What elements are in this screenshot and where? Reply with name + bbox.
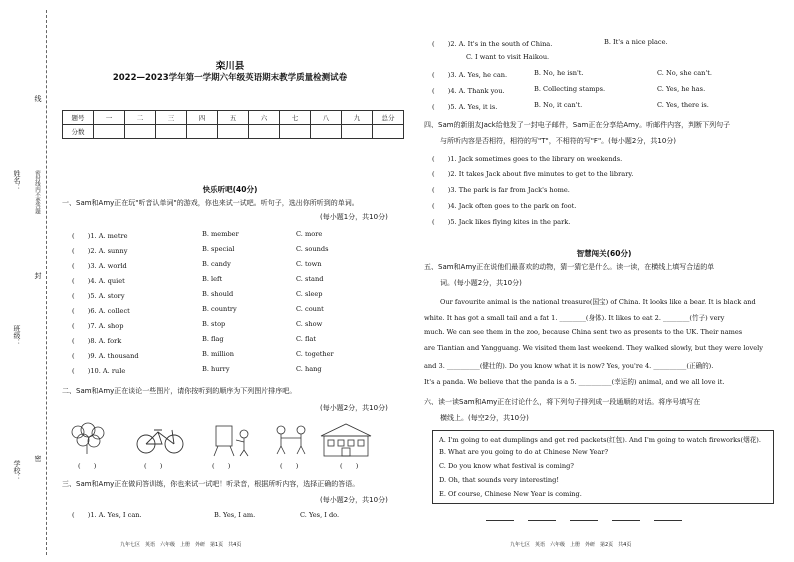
q5-line: white. It has got a small tail and a fat 1. ________(身体). It likes to eat 2. ________(竹子) very [424, 314, 725, 322]
q5-line: It's a panda. We believe that the panda is a 5. __________(幸运的) animal, and we all love it. [424, 378, 725, 386]
q1-item: ( )3. A. world [72, 262, 127, 270]
q3-option: C. I want to visit Haikou. [466, 53, 550, 61]
q5-line: much. We can see them in the zoo, because China sent two as presents to the UK. Their names [424, 328, 743, 336]
q6-sentence: A. I'm going to eat dumplings and get red packets(红包). And I'm going to watch fireworks(烟花). [439, 436, 761, 444]
q1-item: ( )4. A. quiet [72, 277, 125, 285]
q1-option: B. country [202, 305, 237, 313]
score-input[interactable] [280, 125, 311, 139]
q3-option: B. Collecting stamps. [534, 85, 606, 93]
q1-option: C. count [296, 305, 324, 313]
q4-item: ( )4. Jack often goes to the park on foot. [432, 202, 577, 210]
q1-option: B. candy [202, 260, 231, 268]
q2-blank[interactable]: ( ) [144, 462, 163, 470]
q2-blank[interactable]: ( ) [340, 462, 359, 470]
q2-pictures [66, 418, 376, 460]
q1-instruction: 一、Sam和Amy正在玩"听音认单词"的游戏，你也来试一试吧。听句子，选出你所听到的单词。 [62, 199, 359, 207]
q1-item: ( )6. A. collect [72, 307, 130, 315]
score-input[interactable] [373, 125, 404, 139]
q5-line: are Tiantian and Yangguang. We visited them last weekend. They walked slowly, but they were lovely [424, 344, 763, 352]
q6-sentence: C. Do you know what festival is coming? [439, 462, 574, 470]
q1-option: C. together [296, 350, 334, 358]
art-easel-picture-icon [214, 426, 248, 456]
q6-answer-blank[interactable] [528, 520, 556, 521]
q1-item: ( )10. A. rule [72, 367, 126, 375]
q4-instruction-2: 与所听内容是否相符，相符的写"T"，不相符的写"F"。(每小题2分，共10分) [440, 137, 677, 145]
q3-item: ( )4. A. Thank you. [432, 87, 505, 95]
q6-instruction-1: 六、读一读Sam和Amy正在讨论什么，将下列句子排列成一段通顺的对话。将序号填写在 [424, 398, 701, 406]
q3-option: B. No, he isn't. [534, 69, 584, 77]
score-input[interactable] [125, 125, 156, 139]
q6-sentence: D. Oh, that sounds very interesting! [439, 476, 560, 484]
score-cell: 五 [218, 111, 249, 125]
footer-left: 九年七区 英语 六年级 上册 外研 第1页 共4页 [120, 542, 242, 548]
q1-option: B. left [202, 275, 223, 283]
q1-item: ( )5. A. story [72, 292, 125, 300]
q1-option: B. special [202, 245, 235, 253]
q6-answer-blank[interactable] [486, 520, 514, 521]
margin-seal-text: 密封线内不要答题 [34, 170, 40, 214]
q4-item: ( )3. The park is far from Jack's home. [432, 186, 570, 194]
q5-instruction-1: 五、Sam和Amy正在说他们最喜欢的动物，猜一猜它是什么。读一读，在横线上填写合适的单 [424, 263, 715, 271]
q3-option: B. No, it can't. [534, 101, 583, 109]
q6-sentence: B. What are you going to do at Chinese New Year? [439, 448, 609, 456]
q1-option: B. flag [202, 335, 224, 343]
q3-option: B. Yes, I am. [214, 511, 256, 519]
score-input[interactable] [94, 125, 125, 139]
q5-line: Our favourite animal is the national treasure(国宝) of China. It looks like a bear. It is black and [440, 298, 756, 306]
q6-answer-blank[interactable] [612, 520, 640, 521]
q1-option: C. stand [296, 275, 324, 283]
q2-blank[interactable]: ( ) [280, 462, 299, 470]
q1-option: B. member [202, 230, 239, 238]
q3-option: C. Yes, I do. [300, 511, 340, 519]
score-input[interactable] [311, 125, 342, 139]
q4-instruction-1: 四、Sam的新朋友Jack给他发了一封电子邮件，Sam正在分享给Amy。听邮件内容，判断下列句子 [424, 121, 731, 129]
q1-option: C. sounds [296, 245, 329, 253]
q2-instruction: 二、Sam和Amy正在谈论一些图片，请你按听到的顺序为下列图片排序吧。 [62, 387, 297, 395]
county-title: 栾川县 [215, 61, 245, 72]
score-input[interactable] [218, 125, 249, 139]
q4-item: ( )5. Jack likes flying kites in the park. [432, 218, 571, 226]
q1-option: C. hang [296, 365, 322, 373]
q1-option: C. flat [296, 335, 316, 343]
margin-feng: 封 [34, 272, 42, 279]
score-input[interactable] [342, 125, 373, 139]
q3-option: C. No, she can't. [657, 69, 712, 77]
margin-school-label: 学校： [13, 460, 21, 481]
margin-class-label: 班级： [13, 325, 21, 346]
q2-blank[interactable]: ( ) [78, 462, 97, 470]
score-cell: 分数 [63, 125, 94, 139]
school-building-picture-icon [321, 424, 371, 456]
q1-item: ( )2. A. sunny [72, 247, 128, 255]
score-cell: 一 [94, 111, 125, 125]
q1-item: ( )8. A. fork [72, 337, 122, 345]
score-input[interactable] [249, 125, 280, 139]
score-table [62, 110, 404, 139]
q4-item: ( )2. It takes Jack about five minutes to get to the library. [432, 170, 634, 178]
score-cell: 八 [311, 111, 342, 125]
footer-right: 九年七区 英语 六年级 上册 外研 第2页 共4页 [510, 542, 632, 548]
score-cell: 四 [187, 111, 218, 125]
bicycle-picture-icon [137, 430, 183, 453]
q5-line: and 3. __________(健壮的). Do you know what it is now? Yes, you're 4. __________(正确的). [424, 362, 714, 370]
score-cell: 总分 [373, 111, 404, 125]
q1-option: C. sleep [296, 290, 323, 298]
q5-instruction-2: 词。(每小题2分，共10分) [440, 279, 522, 287]
q1-option: C. show [296, 320, 323, 328]
exam-title: 2022—2023学年第一学期六年级英语期末教学质量检测试卷 [112, 73, 348, 83]
q6-dialogue-box [432, 430, 774, 504]
q6-answer-blank[interactable] [570, 520, 598, 521]
part1-title: 快乐听吧(40分) [202, 185, 258, 194]
q3-option: C. Yes, there is. [657, 101, 709, 109]
q1-item: ( )1. A. metre [72, 232, 128, 240]
q4-item: ( )1. Jack sometimes goes to the library on weekends. [432, 155, 623, 163]
binding-line [46, 10, 47, 555]
q3-item: ( )5. A. Yes, it is. [432, 103, 498, 111]
q1-option: B. million [202, 350, 234, 358]
score-cell: 九 [342, 111, 373, 125]
q3-option: C. Yes, he has. [657, 85, 706, 93]
score-cell: 三 [156, 111, 187, 125]
q6-sentence: E. Of course, Chinese New Year is coming. [439, 490, 582, 498]
q1-item: ( )9. A. thousand [72, 352, 139, 360]
q3-score: (每小题2分，共10分) [320, 496, 388, 504]
q3-instruction: 三、Sam和Amy正在做问答训练，你也来试一试吧！听录音，根据所听内容，选择正确的答语。 [62, 480, 360, 488]
q6-answer-blank[interactable] [654, 520, 682, 521]
score-cell: 七 [280, 111, 311, 125]
q3-option: B. It's a nice place. [604, 38, 668, 46]
q3-item: ( )2. A. It's in the south of China. [432, 40, 553, 48]
q1-score: (每小题1分，共10分) [320, 213, 388, 221]
q2-score: (每小题2分，共10分) [320, 404, 388, 412]
score-input[interactable] [156, 125, 187, 139]
score-cell: 六 [249, 111, 280, 125]
q2-blank[interactable]: ( ) [212, 462, 231, 470]
score-cell: 二 [125, 111, 156, 125]
q1-item: ( )7. A. shop [72, 322, 124, 330]
q1-option: C. more [296, 230, 323, 238]
q1-option: B. stop [202, 320, 226, 328]
score-cell: 题号 [63, 111, 94, 125]
q3-item: ( )1. A. Yes, I can. [72, 511, 142, 519]
q1-option: B. hurry [202, 365, 230, 373]
score-input[interactable] [187, 125, 218, 139]
q1-option: B. should [202, 290, 234, 298]
q6-instruction-2: 横线上。(每空2分，共10分) [440, 414, 529, 422]
margin-line-mark: 线 [34, 95, 42, 102]
q3-item: ( )3. A. Yes, he can. [432, 71, 508, 79]
q1-option: C. town [296, 260, 322, 268]
broccoli-picture-icon [72, 423, 104, 454]
children-picture-icon [277, 426, 305, 454]
margin-name-label: 姓名： [13, 170, 21, 191]
margin-mi: 密 [34, 455, 42, 462]
part2-title: 智慧闯关(60分) [576, 249, 632, 258]
